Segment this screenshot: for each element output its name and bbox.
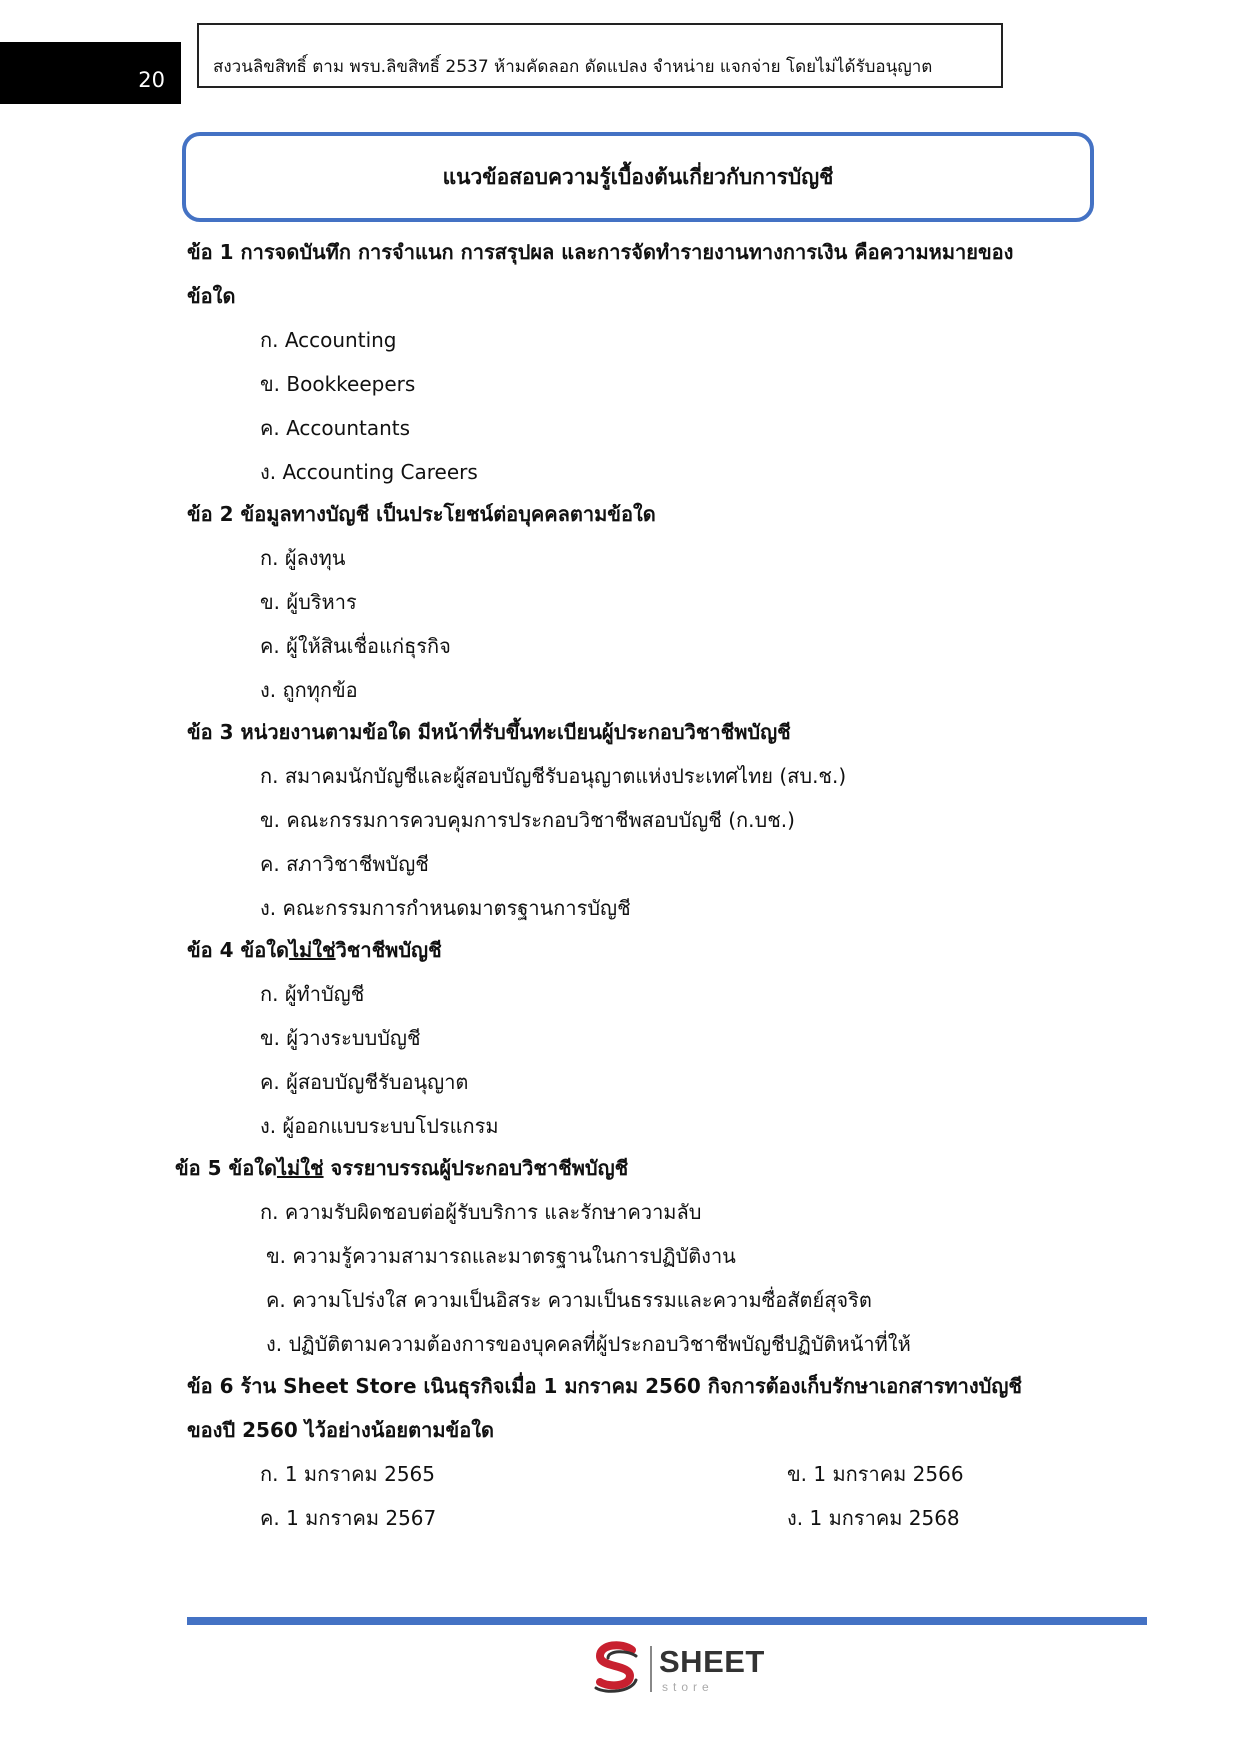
question-6-option-a: ก. 1 มกราคม 2565 — [260, 1462, 435, 1486]
question-4-prefix: ข้อ 4 ข้อใด — [187, 938, 289, 962]
question-3-option-c: ค. สภาวิชาชีพบัญชี — [260, 852, 429, 876]
question-6-option-b: ข. 1 มกราคม 2566 — [787, 1462, 964, 1486]
question-5-option-c: ค. ความโปร่งใส ความเป็นอิสระ ความเป็นธรรมและความซื่อสัตย์สุจริต — [266, 1288, 872, 1312]
question-2-option-b: ข. ผู้บริหาร — [260, 590, 357, 614]
question-3-text: ข้อ 3 หน่วยงานตามข้อใด มีหน้าที่รับขึ้นทะเบียนผู้ประกอบวิชาชีพบัญชี — [187, 720, 791, 744]
question-5-emphasis: ไม่ใช่ — [276, 1156, 324, 1180]
question-4-option-c: ค. ผู้สอบบัญชีรับอนุญาต — [260, 1070, 469, 1094]
question-1-option-a: ก. Accounting — [260, 328, 397, 352]
question-5-option-b: ข. ความรู้ความสามารถและมาตรฐานในการปฏิบัติงาน — [266, 1244, 736, 1268]
question-6-text-cont: ของปี 2560 ไว้อย่างน้อยตามข้อใด — [187, 1418, 494, 1442]
question-4-option-b: ข. ผู้วางระบบบัญชี — [260, 1026, 421, 1050]
question-6-option-c: ค. 1 มกราคม 2567 — [260, 1506, 437, 1530]
question-1-option-b: ข. Bookkeepers — [260, 372, 416, 396]
question-3-option-d: ง. คณะกรรมการกำหนดมาตรฐานการบัญชี — [260, 896, 631, 920]
question-4-option-a: ก. ผู้ทำบัญชี — [260, 982, 365, 1006]
question-1-text: ข้อ 1 การจดบันทึก การจำแนก การสรุปผล และการจัดทำรายงานทางการเงิน คือความหมายของ — [187, 240, 1014, 264]
question-1-option-c: ค. Accountants — [260, 416, 411, 440]
question-3-option-a: ก. สมาคมนักบัญชีและผู้สอบบัญชีรับอนุญาตแห่งประเทศไทย (สบ.ช.) — [260, 764, 847, 788]
page-number: 20 — [138, 68, 165, 92]
question-3-option-b: ข. คณะกรรมการควบคุมการประกอบวิชาชีพสอบบัญชี (ก.บช.) — [260, 808, 795, 832]
question-4-option-d: ง. ผู้ออกแบบระบบโปรแกรม — [260, 1114, 499, 1138]
question-5-option-a: ก. ความรับผิดชอบต่อผู้รับบริการ และรักษาความลับ — [260, 1200, 702, 1224]
logo-divider — [650, 1646, 652, 1692]
question-1-option-d: ง. Accounting Careers — [260, 460, 478, 484]
logo-subtitle: store — [662, 1680, 714, 1694]
sheet-store-logo — [592, 1640, 764, 1698]
copyright-notice: สงวนลิขสิทธิ์ ตาม พรบ.ลิขสิทธิ์ 2537 ห้ามคัดลอก ดัดแปลง จำหน่าย แจกจ่าย โดยไม่ได้รับอนุญาต — [213, 57, 933, 77]
question-4-suffix: วิชาชีพบัญชี — [335, 938, 442, 962]
question-2-text: ข้อ 2 ข้อมูลทางบัญชี เป็นประโยชน์ต่อบุคคลตามข้อใด — [187, 502, 656, 526]
sheet-store-logo-icon — [592, 1640, 644, 1696]
question-4-text — [187, 934, 442, 966]
question-5-text — [175, 1152, 628, 1184]
logo-wordmark: SHEET — [659, 1644, 765, 1679]
section-title: แนวข้อสอบความรู้เบื้องต้นเกี่ยวกับการบัญชี — [442, 164, 834, 189]
question-5-prefix: ข้อ 5 ข้อใด — [175, 1156, 277, 1180]
footer-divider-bar — [187, 1617, 1147, 1625]
question-5-suffix: จรรยาบรรณผู้ประกอบวิชาชีพบัญชี — [323, 1156, 629, 1180]
question-6-option-d: ง. 1 มกราคม 2568 — [787, 1506, 960, 1530]
question-1-text-cont: ข้อใด — [187, 284, 236, 308]
question-4-emphasis: ไม่ใช่ — [288, 938, 336, 962]
question-2-option-c: ค. ผู้ให้สินเชื่อแก่ธุรกิจ — [260, 634, 451, 658]
question-5-option-d: ง. ปฏิบัติตามความต้องการของบุคคลที่ผู้ประกอบวิชาชีพบัญชีปฏิบัติหน้าที่ให้ — [266, 1332, 911, 1356]
question-6-text: ข้อ 6 ร้าน Sheet Store เนินธุรกิจเมื่อ 1 มกราคม 2560 กิจการต้องเก็บรักษาเอกสารทางบัญชี — [187, 1374, 1022, 1398]
question-2-option-d: ง. ถูกทุกข้อ — [260, 678, 358, 702]
question-2-option-a: ก. ผู้ลงทุน — [260, 546, 346, 570]
